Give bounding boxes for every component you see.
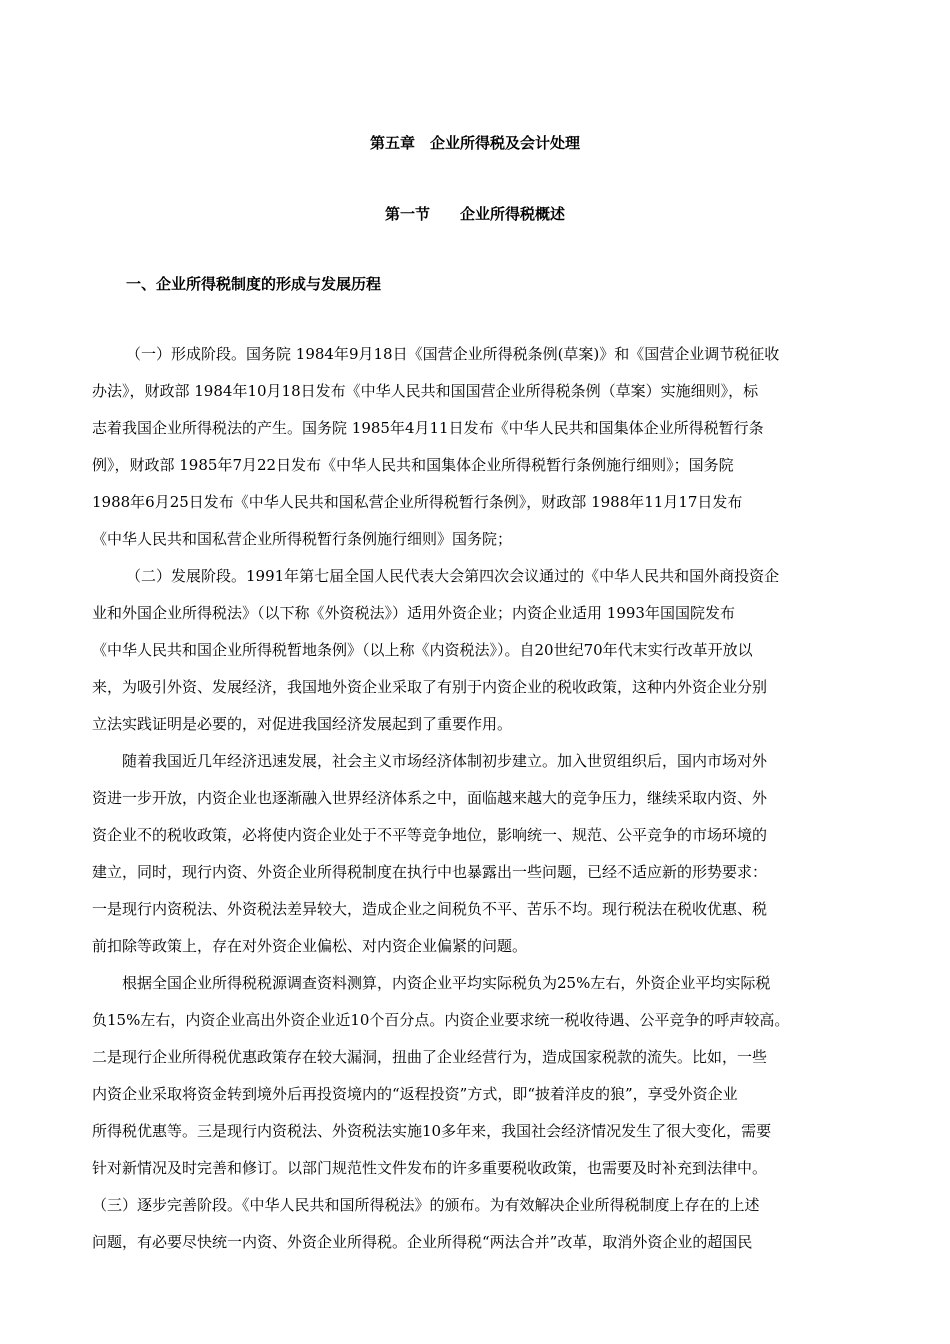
text-line: 针对新情况及时完善和修订。以部门规范性文件发布的许多重要税收政策，也需要及时补充到法律中。: [92, 1159, 768, 1177]
text-line: 例》，财政部 1985年7月22日发布《中华人民共和国集体企业所得税暂行条例施行细则》；国务院: [92, 456, 734, 474]
text-line: 随着我国近几年经济迅速发展，社会主义市场经济体制初步建立。加入世贸组织后，国内市场对外: [122, 752, 768, 770]
text-line: 办法》，财政部 1984年10月18日发布《中华人民共和国国营企业所得税条例（草案）实施细则》，标: [92, 382, 759, 400]
text-line: 前扣除等政策上，存在对外资企业偏松、对内资企业偏紧的问题。: [92, 937, 528, 955]
chapter-title: 第五章 企业所得税及会计处理: [369, 134, 580, 152]
text-line: 负15%左右，内资企业高出外资企业近10个百分点。内资企业要求统一税收待遇、公平竞争的呼声较高。: [92, 1011, 790, 1029]
text-line: 来，为吸引外资、发展经济，我国地外资企业采取了有别于内资企业的税收政策，这种内外资企业分别: [92, 678, 768, 696]
text-line: 建立，同时，现行内资、外资企业所得税制度在执行中也暴露出一些问题，已经不适应新的形势要求：: [92, 863, 768, 881]
text-line: 问题，有必要尽快统一内资、外资企业所得税。企业所得税“两法合并”改革，取消外资企业的超国民: [92, 1233, 753, 1251]
text-line: 所得税优惠等。三是现行内资税法、外资税法实施10多年来，我国社会经济情况发生了很大变化，需要: [92, 1122, 772, 1140]
text-line: 内资企业采取将资金转到境外后再投资境内的“返程投资”方式，即“披着洋皮的狼”，享受外资企业: [92, 1085, 738, 1103]
text-line: 志着我国企业所得税法的产生。国务院 1985年4月11日发布《中华人民共和国集体企业所得税暂行条: [92, 419, 764, 437]
text-line: 业和外国企业所得税法》（以下称《外资税法》）适用外资企业；内资企业适用 1993年国国院发布: [92, 604, 735, 622]
text-line: （三）逐步完善阶段。《中华人民共和国所得税法》的颁布。为有效解决企业所得税制度上存在的上述: [92, 1196, 760, 1214]
text-line: 资进一步开放，内资企业也逐渐融入世界经济体系之中，面临越来越大的竞争压力，继续采取内资、外: [92, 789, 768, 807]
text-line: 1988年6月25日发布《中华人民共和国私营企业所得税暂行条例》，财政部 1988年11月17日发布: [92, 493, 743, 511]
text-line: （二）发展阶段。1991年第七届全国人民代表大会第四次会议通过的《中华人民共和国外商投资企: [126, 567, 780, 585]
text-line: 《中华人民共和国企业所得税暂地条例》（以上称《内资税法》）。自20世纪70年代末实行改革开放以: [92, 641, 753, 659]
text-line: （一）形成阶段。国务院 1984年9月18日《国营企业所得税条例(草案)》和《国营企业调节税征收: [126, 345, 780, 363]
text-line: 立法实践证明是必要的，对促进我国经济发展起到了重要作用。: [92, 715, 513, 733]
text-line: 一是现行内资税法、外资税法差异较大，造成企业之间税负不平、苦乐不均。现行税法在税收优惠、税: [92, 900, 768, 918]
text-line: 二是现行企业所得税优惠政策存在较大漏洞，扭曲了企业经营行为，造成国家税款的流失。比如，一些: [92, 1048, 768, 1066]
subsection-title: 一、企业所得税制度的形成与发展历程: [126, 275, 382, 293]
text-line: 根据全国企业所得税税源调查资料测算，内资企业平均实际税负为25%左右，外资企业平均实际税: [122, 974, 771, 992]
text-line: 资企业不的税收政策，必将使内资企业处于不平等竞争地位，影响统一、规范、公平竞争的市场环境的: [92, 826, 768, 844]
section-title: 第一节 企业所得税概述: [384, 205, 565, 223]
text-line: 《中华人民共和国私营企业所得税暂行条例施行细则》国务院；: [92, 530, 513, 548]
